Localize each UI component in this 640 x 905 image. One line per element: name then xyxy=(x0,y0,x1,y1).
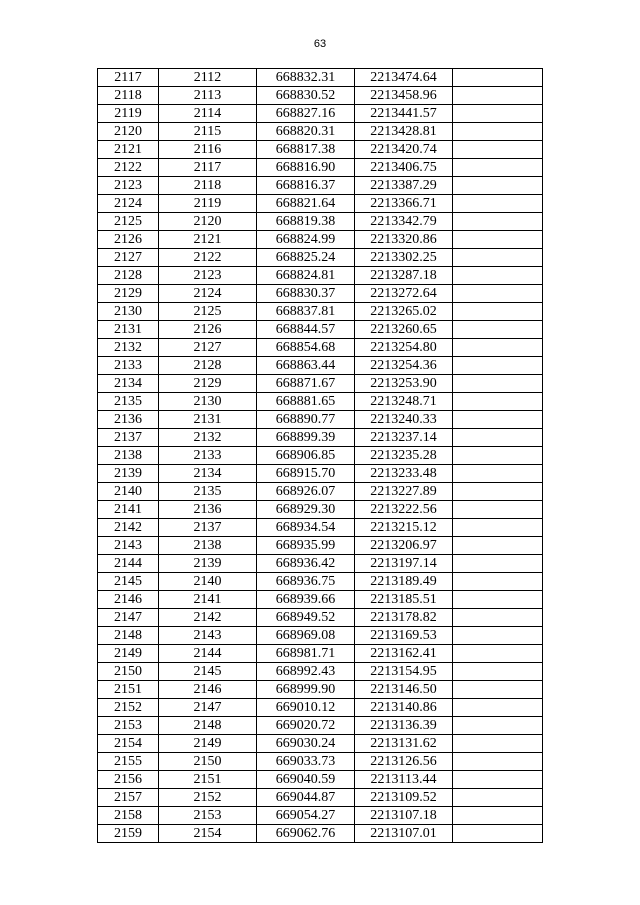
notes-cell xyxy=(453,177,543,195)
notes-cell xyxy=(453,807,543,825)
reference-number-cell: 2151 xyxy=(159,771,257,789)
notes-cell xyxy=(453,249,543,267)
table-row xyxy=(98,357,543,375)
notes-cell xyxy=(453,141,543,159)
notes-cell xyxy=(453,789,543,807)
x-coordinate-cell: 668871.67 xyxy=(257,375,355,393)
x-coordinate-cell: 668817.38 xyxy=(257,141,355,159)
reference-number-cell: 2154 xyxy=(159,825,257,843)
reference-number-cell: 2131 xyxy=(159,411,257,429)
table-row xyxy=(98,699,543,717)
notes-cell xyxy=(453,591,543,609)
reference-number-cell: 2116 xyxy=(159,141,257,159)
x-coordinate-cell: 668830.37 xyxy=(257,285,355,303)
notes-cell xyxy=(453,447,543,465)
point-number-cell: 2138 xyxy=(98,447,159,465)
x-coordinate-cell: 668844.57 xyxy=(257,321,355,339)
x-coordinate-cell: 668929.30 xyxy=(257,501,355,519)
notes-cell xyxy=(453,429,543,447)
y-coordinate-cell: 2213474.64 xyxy=(355,69,453,87)
x-coordinate-cell: 668934.54 xyxy=(257,519,355,537)
notes-cell xyxy=(453,681,543,699)
point-number-cell: 2142 xyxy=(98,519,159,537)
point-number-cell: 2141 xyxy=(98,501,159,519)
point-number-cell: 2123 xyxy=(98,177,159,195)
reference-number-cell: 2133 xyxy=(159,447,257,465)
table-row xyxy=(98,393,543,411)
y-coordinate-cell: 2213253.90 xyxy=(355,375,453,393)
point-number-cell: 2117 xyxy=(98,69,159,87)
x-coordinate-cell: 668926.07 xyxy=(257,483,355,501)
y-coordinate-cell: 2213235.28 xyxy=(355,447,453,465)
point-number-cell: 2131 xyxy=(98,321,159,339)
table-row xyxy=(98,105,543,123)
point-number-cell: 2118 xyxy=(98,87,159,105)
table-row xyxy=(98,735,543,753)
x-coordinate-cell: 669054.27 xyxy=(257,807,355,825)
table-row xyxy=(98,249,543,267)
y-coordinate-cell: 2213287.18 xyxy=(355,267,453,285)
y-coordinate-cell: 2213140.86 xyxy=(355,699,453,717)
point-number-cell: 2137 xyxy=(98,429,159,447)
point-number-cell: 2129 xyxy=(98,285,159,303)
y-coordinate-cell: 2213458.96 xyxy=(355,87,453,105)
y-coordinate-cell: 2213109.52 xyxy=(355,789,453,807)
x-coordinate-cell: 668816.90 xyxy=(257,159,355,177)
x-coordinate-cell: 668890.77 xyxy=(257,411,355,429)
x-coordinate-cell: 668827.16 xyxy=(257,105,355,123)
y-coordinate-cell: 2213206.97 xyxy=(355,537,453,555)
reference-number-cell: 2147 xyxy=(159,699,257,717)
x-coordinate-cell: 668915.70 xyxy=(257,465,355,483)
point-number-cell: 2121 xyxy=(98,141,159,159)
reference-number-cell: 2113 xyxy=(159,87,257,105)
reference-number-cell: 2145 xyxy=(159,663,257,681)
y-coordinate-cell: 2213441.57 xyxy=(355,105,453,123)
x-coordinate-cell: 668949.52 xyxy=(257,609,355,627)
table-row xyxy=(98,789,543,807)
y-coordinate-cell: 2213222.56 xyxy=(355,501,453,519)
table-row xyxy=(98,627,543,645)
notes-cell xyxy=(453,303,543,321)
x-coordinate-cell: 668936.75 xyxy=(257,573,355,591)
point-number-cell: 2150 xyxy=(98,663,159,681)
reference-number-cell: 2120 xyxy=(159,213,257,231)
y-coordinate-cell: 2213254.80 xyxy=(355,339,453,357)
point-number-cell: 2140 xyxy=(98,483,159,501)
x-coordinate-cell: 669062.76 xyxy=(257,825,355,843)
y-coordinate-cell: 2213406.75 xyxy=(355,159,453,177)
y-coordinate-cell: 2213366.71 xyxy=(355,195,453,213)
notes-cell xyxy=(453,825,543,843)
coordinates-table xyxy=(97,68,543,843)
y-coordinate-cell: 2213302.25 xyxy=(355,249,453,267)
point-number-cell: 2135 xyxy=(98,393,159,411)
notes-cell xyxy=(453,69,543,87)
reference-number-cell: 2124 xyxy=(159,285,257,303)
reference-number-cell: 2130 xyxy=(159,393,257,411)
table-row xyxy=(98,501,543,519)
reference-number-cell: 2125 xyxy=(159,303,257,321)
page-number: 63 xyxy=(313,38,327,50)
reference-number-cell: 2129 xyxy=(159,375,257,393)
x-coordinate-cell: 668899.39 xyxy=(257,429,355,447)
y-coordinate-cell: 2213197.14 xyxy=(355,555,453,573)
table-row xyxy=(98,753,543,771)
y-coordinate-cell: 2213227.89 xyxy=(355,483,453,501)
notes-cell xyxy=(453,753,543,771)
table-row xyxy=(98,177,543,195)
y-coordinate-cell: 2213272.64 xyxy=(355,285,453,303)
y-coordinate-cell: 2213320.86 xyxy=(355,231,453,249)
table-row xyxy=(98,609,543,627)
reference-number-cell: 2150 xyxy=(159,753,257,771)
y-coordinate-cell: 2213387.29 xyxy=(355,177,453,195)
table-row xyxy=(98,213,543,231)
notes-cell xyxy=(453,555,543,573)
table-row xyxy=(98,195,543,213)
x-coordinate-cell: 669040.59 xyxy=(257,771,355,789)
table-row xyxy=(98,573,543,591)
x-coordinate-cell: 668837.81 xyxy=(257,303,355,321)
y-coordinate-cell: 2213154.95 xyxy=(355,663,453,681)
table-row xyxy=(98,465,543,483)
notes-cell xyxy=(453,195,543,213)
reference-number-cell: 2114 xyxy=(159,105,257,123)
notes-cell xyxy=(453,537,543,555)
point-number-cell: 2144 xyxy=(98,555,159,573)
x-coordinate-cell: 668825.24 xyxy=(257,249,355,267)
x-coordinate-cell: 669044.87 xyxy=(257,789,355,807)
table-row xyxy=(98,483,543,501)
notes-cell xyxy=(453,573,543,591)
notes-cell xyxy=(453,735,543,753)
table-row xyxy=(98,681,543,699)
point-number-cell: 2146 xyxy=(98,591,159,609)
x-coordinate-cell: 668992.43 xyxy=(257,663,355,681)
point-number-cell: 2136 xyxy=(98,411,159,429)
point-number-cell: 2143 xyxy=(98,537,159,555)
x-coordinate-cell: 668863.44 xyxy=(257,357,355,375)
reference-number-cell: 2138 xyxy=(159,537,257,555)
notes-cell xyxy=(453,645,543,663)
y-coordinate-cell: 2213178.82 xyxy=(355,609,453,627)
y-coordinate-cell: 2213428.81 xyxy=(355,123,453,141)
y-coordinate-cell: 2213169.53 xyxy=(355,627,453,645)
notes-cell xyxy=(453,375,543,393)
y-coordinate-cell: 2213162.41 xyxy=(355,645,453,663)
reference-number-cell: 2137 xyxy=(159,519,257,537)
table-row xyxy=(98,645,543,663)
reference-number-cell: 2140 xyxy=(159,573,257,591)
notes-cell xyxy=(453,267,543,285)
point-number-cell: 2120 xyxy=(98,123,159,141)
y-coordinate-cell: 2213131.62 xyxy=(355,735,453,753)
reference-number-cell: 2144 xyxy=(159,645,257,663)
x-coordinate-cell: 668824.99 xyxy=(257,231,355,249)
x-coordinate-cell: 669033.73 xyxy=(257,753,355,771)
y-coordinate-cell: 2213107.18 xyxy=(355,807,453,825)
notes-cell xyxy=(453,285,543,303)
notes-cell xyxy=(453,771,543,789)
reference-number-cell: 2135 xyxy=(159,483,257,501)
reference-number-cell: 2128 xyxy=(159,357,257,375)
notes-cell xyxy=(453,393,543,411)
table-row xyxy=(98,825,543,843)
y-coordinate-cell: 2213189.49 xyxy=(355,573,453,591)
table-row xyxy=(98,519,543,537)
reference-number-cell: 2126 xyxy=(159,321,257,339)
table-row xyxy=(98,411,543,429)
notes-cell xyxy=(453,483,543,501)
notes-cell xyxy=(453,411,543,429)
x-coordinate-cell: 668830.52 xyxy=(257,87,355,105)
y-coordinate-cell: 2213260.65 xyxy=(355,321,453,339)
y-coordinate-cell: 2213240.33 xyxy=(355,411,453,429)
table-row xyxy=(98,87,543,105)
reference-number-cell: 2127 xyxy=(159,339,257,357)
table-row xyxy=(98,267,543,285)
y-coordinate-cell: 2213254.36 xyxy=(355,357,453,375)
x-coordinate-cell: 668936.42 xyxy=(257,555,355,573)
x-coordinate-cell: 668832.31 xyxy=(257,69,355,87)
x-coordinate-cell: 668819.38 xyxy=(257,213,355,231)
notes-cell xyxy=(453,105,543,123)
y-coordinate-cell: 2213342.79 xyxy=(355,213,453,231)
point-number-cell: 2139 xyxy=(98,465,159,483)
x-coordinate-cell: 668820.31 xyxy=(257,123,355,141)
reference-number-cell: 2142 xyxy=(159,609,257,627)
point-number-cell: 2152 xyxy=(98,699,159,717)
table-body xyxy=(98,69,543,843)
notes-cell xyxy=(453,519,543,537)
table-row xyxy=(98,429,543,447)
table-row xyxy=(98,303,543,321)
table-row xyxy=(98,123,543,141)
y-coordinate-cell: 2213126.56 xyxy=(355,753,453,771)
table-row xyxy=(98,591,543,609)
reference-number-cell: 2141 xyxy=(159,591,257,609)
x-coordinate-cell: 668854.68 xyxy=(257,339,355,357)
point-number-cell: 2130 xyxy=(98,303,159,321)
reference-number-cell: 2132 xyxy=(159,429,257,447)
point-number-cell: 2154 xyxy=(98,735,159,753)
point-number-cell: 2145 xyxy=(98,573,159,591)
reference-number-cell: 2149 xyxy=(159,735,257,753)
point-number-cell: 2156 xyxy=(98,771,159,789)
table-row xyxy=(98,321,543,339)
notes-cell xyxy=(453,465,543,483)
table-row xyxy=(98,771,543,789)
reference-number-cell: 2152 xyxy=(159,789,257,807)
point-number-cell: 2133 xyxy=(98,357,159,375)
y-coordinate-cell: 2213248.71 xyxy=(355,393,453,411)
reference-number-cell: 2115 xyxy=(159,123,257,141)
notes-cell xyxy=(453,123,543,141)
y-coordinate-cell: 2213107.01 xyxy=(355,825,453,843)
point-number-cell: 2147 xyxy=(98,609,159,627)
notes-cell xyxy=(453,717,543,735)
reference-number-cell: 2117 xyxy=(159,159,257,177)
notes-cell xyxy=(453,87,543,105)
notes-cell xyxy=(453,213,543,231)
x-coordinate-cell: 668999.90 xyxy=(257,681,355,699)
point-number-cell: 2155 xyxy=(98,753,159,771)
point-number-cell: 2124 xyxy=(98,195,159,213)
x-coordinate-cell: 669010.12 xyxy=(257,699,355,717)
point-number-cell: 2159 xyxy=(98,825,159,843)
table-row xyxy=(98,537,543,555)
reference-number-cell: 2146 xyxy=(159,681,257,699)
x-coordinate-cell: 668981.71 xyxy=(257,645,355,663)
table-row xyxy=(98,159,543,177)
reference-number-cell: 2134 xyxy=(159,465,257,483)
y-coordinate-cell: 2213237.14 xyxy=(355,429,453,447)
table-row xyxy=(98,447,543,465)
y-coordinate-cell: 2213146.50 xyxy=(355,681,453,699)
point-number-cell: 2125 xyxy=(98,213,159,231)
notes-cell xyxy=(453,699,543,717)
point-number-cell: 2158 xyxy=(98,807,159,825)
x-coordinate-cell: 668969.08 xyxy=(257,627,355,645)
y-coordinate-cell: 2213420.74 xyxy=(355,141,453,159)
point-number-cell: 2132 xyxy=(98,339,159,357)
x-coordinate-cell: 669020.72 xyxy=(257,717,355,735)
notes-cell xyxy=(453,501,543,519)
point-number-cell: 2149 xyxy=(98,645,159,663)
reference-number-cell: 2118 xyxy=(159,177,257,195)
notes-cell xyxy=(453,159,543,177)
point-number-cell: 2151 xyxy=(98,681,159,699)
point-number-cell: 2128 xyxy=(98,267,159,285)
table-row xyxy=(98,231,543,249)
notes-cell xyxy=(453,609,543,627)
reference-number-cell: 2123 xyxy=(159,267,257,285)
point-number-cell: 2119 xyxy=(98,105,159,123)
reference-number-cell: 2153 xyxy=(159,807,257,825)
table-row xyxy=(98,717,543,735)
notes-cell xyxy=(453,321,543,339)
x-coordinate-cell: 668881.65 xyxy=(257,393,355,411)
reference-number-cell: 2112 xyxy=(159,69,257,87)
y-coordinate-cell: 2213215.12 xyxy=(355,519,453,537)
point-number-cell: 2126 xyxy=(98,231,159,249)
table-row xyxy=(98,69,543,87)
notes-cell xyxy=(453,627,543,645)
reference-number-cell: 2119 xyxy=(159,195,257,213)
x-coordinate-cell: 668906.85 xyxy=(257,447,355,465)
point-number-cell: 2153 xyxy=(98,717,159,735)
y-coordinate-cell: 2213136.39 xyxy=(355,717,453,735)
table-row xyxy=(98,555,543,573)
point-number-cell: 2127 xyxy=(98,249,159,267)
point-number-cell: 2122 xyxy=(98,159,159,177)
reference-number-cell: 2122 xyxy=(159,249,257,267)
y-coordinate-cell: 2213113.44 xyxy=(355,771,453,789)
table-row xyxy=(98,807,543,825)
x-coordinate-cell: 668824.81 xyxy=(257,267,355,285)
notes-cell xyxy=(453,357,543,375)
table-row xyxy=(98,285,543,303)
notes-cell xyxy=(453,663,543,681)
x-coordinate-cell: 668939.66 xyxy=(257,591,355,609)
reference-number-cell: 2121 xyxy=(159,231,257,249)
point-number-cell: 2157 xyxy=(98,789,159,807)
reference-number-cell: 2148 xyxy=(159,717,257,735)
reference-number-cell: 2139 xyxy=(159,555,257,573)
point-number-cell: 2134 xyxy=(98,375,159,393)
table-row xyxy=(98,663,543,681)
table-row xyxy=(98,141,543,159)
x-coordinate-cell: 669030.24 xyxy=(257,735,355,753)
notes-cell xyxy=(453,339,543,357)
table-row xyxy=(98,375,543,393)
y-coordinate-cell: 2213233.48 xyxy=(355,465,453,483)
notes-cell xyxy=(453,231,543,249)
reference-number-cell: 2136 xyxy=(159,501,257,519)
x-coordinate-cell: 668816.37 xyxy=(257,177,355,195)
y-coordinate-cell: 2213185.51 xyxy=(355,591,453,609)
y-coordinate-cell: 2213265.02 xyxy=(355,303,453,321)
x-coordinate-cell: 668935.99 xyxy=(257,537,355,555)
x-coordinate-cell: 668821.64 xyxy=(257,195,355,213)
reference-number-cell: 2143 xyxy=(159,627,257,645)
point-number-cell: 2148 xyxy=(98,627,159,645)
table-row xyxy=(98,339,543,357)
